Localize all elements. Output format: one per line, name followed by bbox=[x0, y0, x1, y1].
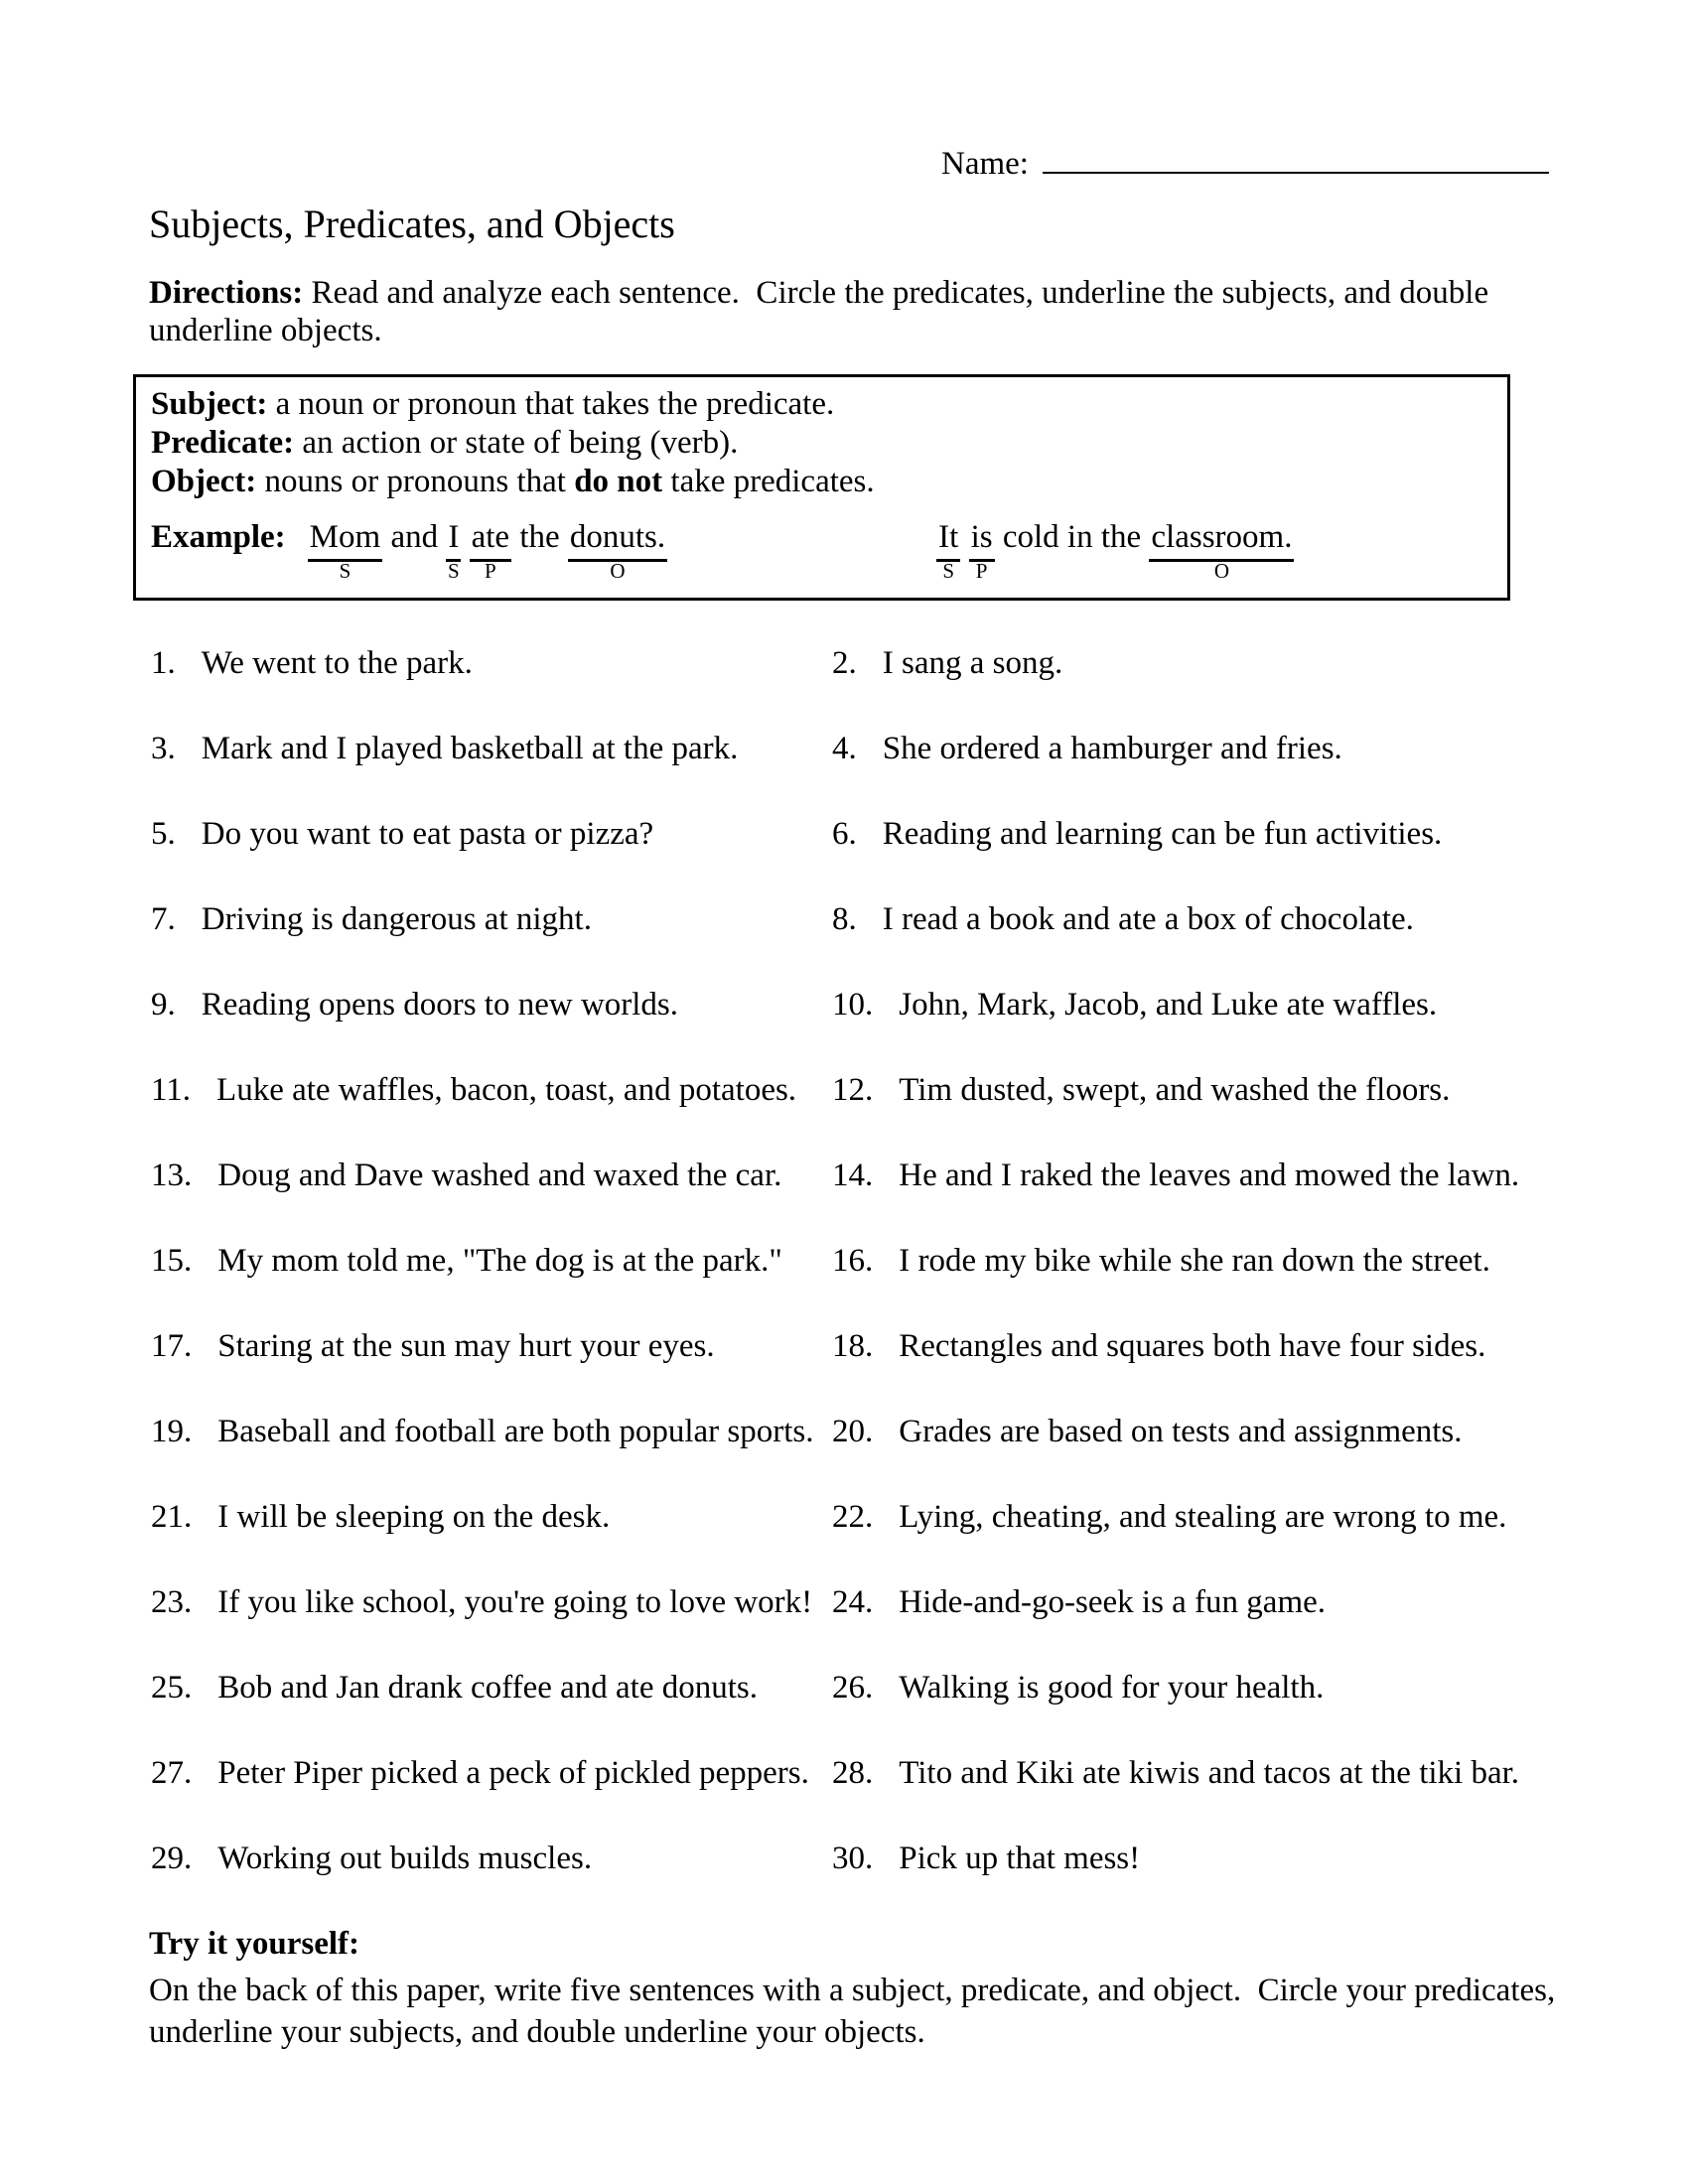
sentence-item bbox=[151, 1070, 832, 1110]
sentence-number: 4. bbox=[832, 731, 857, 766]
sentence-text: Staring at the sun may hurt your eyes. bbox=[217, 1328, 715, 1364]
sentence-text: My mom told me, "The dog is at the park." bbox=[217, 1243, 782, 1279]
sentence-item bbox=[151, 985, 832, 1024]
annotated-word-text: donuts. bbox=[569, 519, 666, 555]
subject-label: Subject: bbox=[151, 386, 268, 422]
annotated-word-text: is bbox=[970, 519, 993, 555]
sentence-number: 30. bbox=[832, 1841, 874, 1876]
annotated-word bbox=[1149, 517, 1294, 583]
sentence-text: Peter Piper picked a peck of pickled peppers. bbox=[217, 1755, 809, 1791]
part-of-speech-mark: P bbox=[484, 559, 496, 583]
sentence-number: 17. bbox=[151, 1328, 193, 1364]
sentence-number: 22. bbox=[832, 1499, 874, 1535]
sentence-item bbox=[151, 643, 832, 683]
sentence-item bbox=[832, 1753, 1561, 1793]
sentence-item bbox=[151, 1582, 832, 1622]
sentence-number: 18. bbox=[832, 1328, 874, 1364]
sentence-number: 9. bbox=[151, 987, 176, 1023]
sentence-item bbox=[832, 1070, 1561, 1110]
sentence-item bbox=[832, 1326, 1561, 1366]
sentence-text: Pick up that mess! bbox=[899, 1841, 1141, 1876]
subject-definition bbox=[151, 385, 1492, 424]
name-row bbox=[941, 147, 1549, 181]
sentence-item bbox=[832, 1582, 1561, 1622]
sentence-number: 3. bbox=[151, 731, 176, 766]
sentence-text: She ordered a hamburger and fries. bbox=[882, 731, 1342, 766]
sentence-number: 6. bbox=[832, 816, 857, 852]
sentence-item bbox=[832, 729, 1561, 768]
example-row bbox=[151, 517, 1492, 583]
sentence-text: I rode my bike while she ran down the street. bbox=[899, 1243, 1490, 1279]
sentence-item bbox=[832, 1668, 1561, 1707]
sentence-item bbox=[151, 1326, 832, 1366]
sentence-text: I read a book and ate a box of chocolate. bbox=[882, 901, 1414, 937]
sentence-item bbox=[151, 1839, 832, 1878]
sentence-text: He and I raked the leaves and mowed the lawn. bbox=[899, 1158, 1520, 1193]
sentence-number: 13. bbox=[151, 1158, 193, 1193]
name-blank-line bbox=[1043, 169, 1549, 174]
subject-text: a noun or pronoun that takes the predicate. bbox=[267, 386, 835, 422]
annotated-word-text: It bbox=[938, 519, 959, 555]
sentence-number: 5. bbox=[151, 816, 176, 852]
sentence-item bbox=[832, 1839, 1561, 1878]
name-label: Name: bbox=[941, 146, 1029, 182]
sentence-text: Hide-and-go-seek is a fun game. bbox=[899, 1584, 1327, 1620]
example-sentence-2: It S is P cold in the classroom. O bbox=[938, 519, 1293, 583]
annotated-word bbox=[446, 517, 461, 583]
sentence-text: Grades are based on tests and assignments. bbox=[899, 1414, 1463, 1449]
part-of-speech-mark: P bbox=[975, 559, 988, 583]
part-of-speech-mark: S bbox=[448, 559, 460, 583]
sentence-text: I sang a song. bbox=[882, 645, 1063, 681]
annotated-word-text: ate bbox=[471, 519, 510, 555]
sentence-number: 25. bbox=[151, 1670, 193, 1706]
sentence-text: Bob and Jan drank coffee and ate donuts. bbox=[217, 1670, 758, 1706]
sentence-item bbox=[151, 1156, 832, 1195]
directions-label: Directions: bbox=[149, 275, 304, 311]
sentence-item bbox=[832, 814, 1561, 854]
sentence-number: 21. bbox=[151, 1499, 193, 1535]
sentence-item bbox=[151, 814, 832, 854]
sentence-item bbox=[151, 1668, 832, 1707]
sentence-number: 28. bbox=[832, 1755, 874, 1791]
sentence-number: 14. bbox=[832, 1158, 874, 1193]
try-it-text: On the back of this paper, write five sentences with a subject, predicate, and object. Circle your predicates, underline your subjects, and double underline your objects. bbox=[149, 1973, 1564, 2050]
annotated-word bbox=[936, 517, 960, 583]
sentence-text: Lying, cheating, and stealing are wrong to me. bbox=[899, 1499, 1507, 1535]
sentence-text: I will be sleeping on the desk. bbox=[217, 1499, 611, 1535]
sentence-number: 7. bbox=[151, 901, 176, 937]
example-sentence-1: Mom S and I S ate P the donuts. O bbox=[309, 519, 666, 583]
sentence-text: Doug and Dave washed and waxed the car. bbox=[217, 1158, 782, 1193]
sentence-number: 26. bbox=[832, 1670, 874, 1706]
sentence-number: 23. bbox=[151, 1584, 193, 1620]
example-label: Example: bbox=[151, 519, 286, 555]
sentence-text: Mark and I played basketball at the park. bbox=[201, 731, 739, 766]
sentence-number: 16. bbox=[832, 1243, 874, 1279]
object-text-bold: do not bbox=[574, 464, 663, 499]
sentence-item bbox=[832, 1241, 1561, 1281]
sentence-item bbox=[832, 1156, 1561, 1195]
object-definition bbox=[151, 463, 1492, 501]
sentence-text: Luke ate waffles, bacon, toast, and potatoes. bbox=[216, 1072, 797, 1108]
sentence-number: 15. bbox=[151, 1243, 193, 1279]
sentence-text: Reading opens doors to new worlds. bbox=[201, 987, 679, 1023]
annotated-word bbox=[969, 517, 995, 583]
directions bbox=[149, 274, 1574, 349]
sentence-number: 12. bbox=[832, 1072, 874, 1108]
sentence-text: Reading and learning can be fun activities. bbox=[882, 816, 1443, 852]
sentence-number: 24. bbox=[832, 1584, 874, 1620]
sentence-text: Working out builds muscles. bbox=[217, 1841, 593, 1876]
sentence-text: Do you want to eat pasta or pizza? bbox=[201, 816, 654, 852]
sentence-number: 29. bbox=[151, 1841, 193, 1876]
sentence-item bbox=[151, 1241, 832, 1281]
page-title: Subjects, Predicates, and Objects bbox=[149, 202, 675, 246]
directions-text: Read and analyze each sentence. Circle the predicates, underline the subjects, and double underline objects. bbox=[149, 275, 1497, 348]
sentence-number: 19. bbox=[151, 1414, 193, 1449]
sentence-number: 8. bbox=[832, 901, 857, 937]
annotated-word bbox=[470, 517, 511, 583]
sentence-text: We went to the park. bbox=[201, 645, 473, 681]
annotated-word-text: classroom. bbox=[1151, 519, 1293, 555]
object-label: Object: bbox=[151, 464, 257, 499]
sentence-number: 11. bbox=[151, 1072, 192, 1108]
sentence-number: 1. bbox=[151, 645, 176, 681]
sentence-text: If you like school, you're going to love work! bbox=[217, 1584, 813, 1620]
sentence-item bbox=[151, 729, 832, 768]
object-text-post: take predicates. bbox=[662, 464, 875, 499]
annotated-word bbox=[308, 517, 383, 583]
sentence-item bbox=[832, 643, 1561, 683]
sentence-item bbox=[151, 1497, 832, 1537]
sentence-item bbox=[151, 899, 832, 939]
part-of-speech-mark: O bbox=[610, 559, 626, 583]
sentence-number: 10. bbox=[832, 987, 874, 1023]
sentence-item bbox=[832, 899, 1561, 939]
sentence-grid bbox=[151, 643, 1561, 1924]
sentence-text: Walking is good for your health. bbox=[899, 1670, 1325, 1706]
sentence-text: Rectangles and squares both have four sides. bbox=[899, 1328, 1486, 1364]
predicate-text: an action or state of being (verb). bbox=[294, 425, 739, 461]
part-of-speech-mark: S bbox=[942, 559, 955, 583]
sentence-item bbox=[832, 985, 1561, 1024]
object-text-pre: nouns or pronouns that bbox=[256, 464, 575, 499]
part-of-speech-mark: O bbox=[1213, 559, 1230, 583]
sentence-text: John, Mark, Jacob, and Luke ate waffles. bbox=[899, 987, 1438, 1023]
annotated-word-text: I bbox=[448, 519, 460, 555]
try-it-yourself-section bbox=[149, 1924, 1609, 2053]
sentence-number: 27. bbox=[151, 1755, 193, 1791]
sentence-text: Driving is dangerous at night. bbox=[201, 901, 592, 937]
sentence-item bbox=[832, 1497, 1561, 1537]
definitions-box bbox=[133, 374, 1510, 601]
sentence-text: Tim dusted, swept, and washed the floors. bbox=[899, 1072, 1451, 1108]
sentence-number: 20. bbox=[832, 1414, 874, 1449]
sentence-item bbox=[151, 1753, 832, 1793]
sentence-item bbox=[832, 1412, 1561, 1451]
sentence-item bbox=[151, 1412, 832, 1451]
predicate-definition bbox=[151, 424, 1492, 463]
part-of-speech-mark: S bbox=[339, 559, 352, 583]
annotated-word bbox=[568, 517, 667, 583]
sentence-number: 2. bbox=[832, 645, 857, 681]
sentence-text: Tito and Kiki ate kiwis and tacos at the tiki bar. bbox=[899, 1755, 1520, 1791]
try-it-heading: Try it yourself: bbox=[149, 1926, 360, 1962]
annotated-word-text: Mom bbox=[309, 519, 381, 555]
sentence-text: Baseball and football are both popular sports. bbox=[217, 1414, 814, 1449]
predicate-label: Predicate: bbox=[151, 425, 295, 461]
